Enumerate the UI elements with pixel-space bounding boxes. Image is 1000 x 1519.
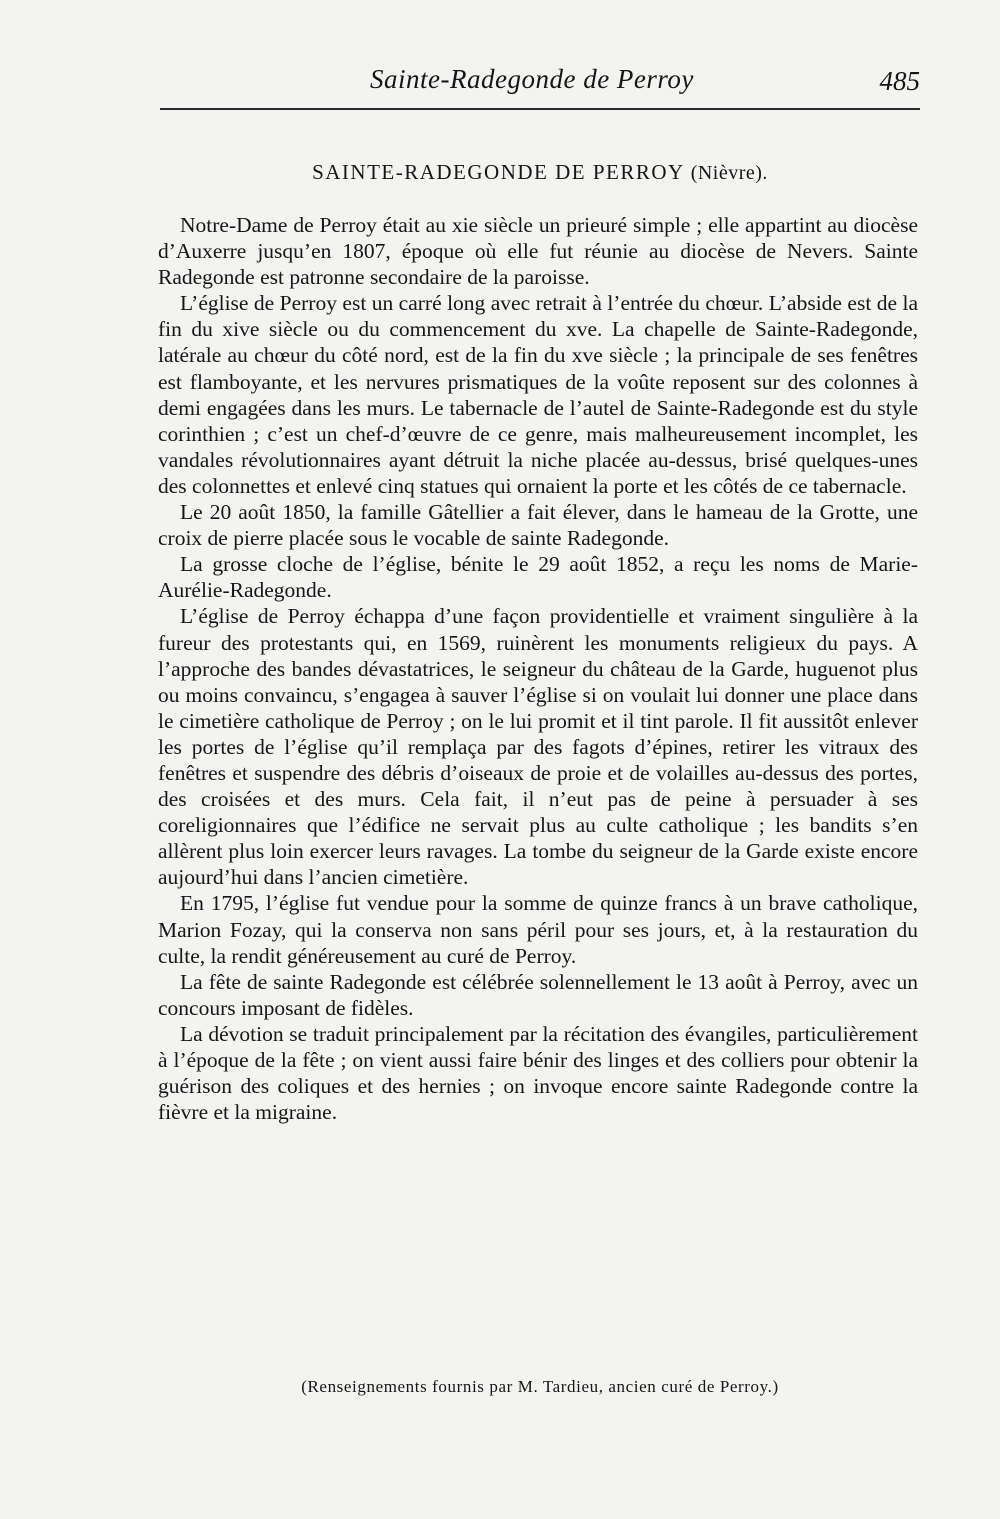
paragraph-5: L’église de Perroy échappa d’une façon providentielle et vraiment singulière à la fureur des protestants qui, en 1569, ruinèrent les monuments religieux du pays. A l’approche des bandes dévastatrices, le seigneur du château de la Garde, huguenot plus ou moins convaincu, s’engagea à sauver l’église si on voulait lui donner une place dans le cimetière catholique de Perroy ; on le lui promit et il tint parole. Il fit aussitôt enlever les portes de l’église qu’il remplaça par des fagots d’épines, retirer les vitraux des fenêtres et suspendre des débris d’oiseaux de proie et de volailles au-dessus des portes, des croisées et des murs. Cela fait, il n’eut pas de peine à persuader à ses coreligionnaires que l’édifice ne servait plus au culte catholique ; les bandits s’en allèrent plus loin exercer leurs ravages. La tombe du seigneur de la Garde existe encore aujourd’hui dans l’ancien cimetière. — [158, 604, 918, 890]
header-rule — [160, 108, 920, 110]
running-title: Sainte-Radegonde de Perroy — [370, 64, 694, 94]
paragraph-4: La grosse cloche de l’église, bénite le 29 août 1852, a reçu les noms de Marie-Aurélie-Radegonde. — [158, 552, 918, 603]
article-title-text: SAINTE-RADEGONDE DE PERROY — [312, 160, 684, 184]
article-title — [160, 160, 920, 185]
paragraph-6: En 1795, l’église fut vendue pour la somme de quinze francs à un brave catholique, Marion Fozay, qui la conserva non sans péril pour ses jours, et, à la restauration du culte, la rendit généreusement au curé de Perroy. — [158, 891, 918, 968]
article-body — [158, 212, 918, 1125]
page-number: 485 — [879, 66, 920, 96]
paragraph-2: L’église de Perroy est un carré long avec retrait à l’entrée du chœur. L’abside est de la fin du xive siècle ou du commencement du xve. La chapelle de Sainte-Radegonde, latérale au chœur du côté nord, est de la fin du xve siècle ; la principale de ses fenêtres est flamboyante, et les nervures prismatiques de la voûte reposent sur des colonnes à demi engagées dans les murs. Le tabernacle de l’autel de Sainte-Radegonde est du style corinthien ; c’est un chef-d’œuvre de ce genre, mais malheureusement incomplet, les vandales révolutionnaires ayant détruit la niche placée au-dessus, brisé quelques-unes des colonnettes et enlevé cinq statues qui ornaient la porte et les côtés de ce tabernacle. — [158, 291, 918, 498]
source-note: (Renseignements fournis par M. Tardieu, ancien curé de Perroy.) — [301, 1377, 779, 1396]
paragraph-3: Le 20 août 1850, la famille Gâtellier a fait élever, dans le hameau de la Grotte, une croix de pierre placée sous le vocable de sainte Radegonde. — [158, 500, 918, 551]
paragraph-1: Notre-Dame de Perroy était au xie siècle un prieuré simple ; elle appartint au diocèse d’Auxerre jusqu’en 1807, époque où elle fut réunie au diocèse de Nevers. Sainte Radegonde est patronne secondaire de la paroisse. — [158, 213, 918, 290]
running-head — [160, 64, 920, 104]
article-region: (Nièvre). — [690, 162, 768, 184]
paragraph-8: La dévotion se traduit principalement par la récitation des évangiles, particulièrement à l’époque de la fête ; on vient aussi faire bénir des linges et des colliers pour obtenir la guérison des coliques et des hernies ; on invoque encore sainte Radegonde contre la fièvre et la migraine. — [158, 1021, 918, 1125]
paragraph-7: La fête de sainte Radegonde est célébrée solennellement le 13 août à Perroy, avec un concours imposant de fidèles. — [158, 969, 918, 1020]
